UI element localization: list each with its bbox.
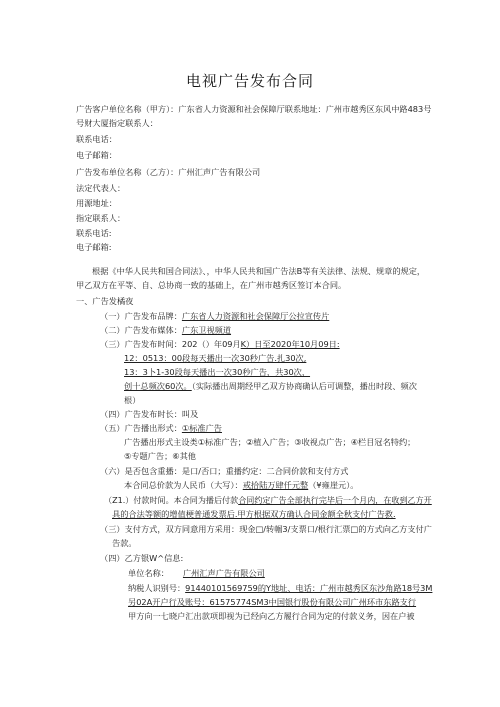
form-value: ①标准广告 <box>181 423 222 433</box>
payment-method-line1: （三）支付方式，双方同意用方采用：现金□/转帼3/支票口/根行汇票□的方式向乙方支付广 <box>100 524 432 534</box>
party-b-address: 用源地址： <box>76 198 117 208</box>
price-suffix: （¥雍崖元）。 <box>308 480 359 490</box>
taxid-line <box>128 583 432 594</box>
contract-title: 电视广告发布合同 <box>185 72 314 90</box>
final-line: 甲方向一七晓户汇出款项即视为已经向乙方履行合同为定的付款义务，因在户被 <box>128 611 415 621</box>
brand-line <box>100 311 329 322</box>
address-value1: 广州市越秀区东沙角路18号3M <box>320 583 433 593</box>
address-value2: 另02A开户行及账号： <box>128 597 210 607</box>
form-options-line1: 广告播出形式主设类①标准广告；②植入广告；③收视点广告；④栏目冠名特约； <box>124 437 416 447</box>
account-value: 61575774SM3中国银行股份有限公司广州环市东路支行 <box>209 597 417 607</box>
price-label: 本合同总价款为人民币（大写）： <box>124 480 243 490</box>
intro-line1: 根据《中华人民共和国合同法》、，中华人民共和国广告法B等有关法律、法规、规章的规定， <box>92 266 426 276</box>
brand-value: 广东省人力资源和社会保障厅公拉宣传片 <box>181 311 330 321</box>
schedule-line2: 13：3卜1-30段每天播出一次30秒广告，共30次， <box>124 367 311 377</box>
payment-time-line <box>104 495 432 506</box>
party-b-contact: 指定联系人： <box>76 213 126 223</box>
payment-time-value2: 具的合法等额的增值梗普通发票后.甲方根据双方确认合同金额全秋支付广告救. <box>112 509 396 519</box>
payment-time-label: （Z1.）付款时间。本合同为播后付款 <box>104 495 239 505</box>
party-a-phone: 联系电话： <box>76 134 117 144</box>
media-label: （二）广告发布媒体： <box>100 325 182 335</box>
payment-method-line2: 告款。 <box>112 538 137 548</box>
total-line <box>124 381 417 392</box>
form-options-line2: ⑤专题广告；⑥其他 <box>124 451 196 461</box>
account-line <box>128 597 416 608</box>
party-b-email: 电子邮箱: <box>76 242 112 252</box>
form-label: （五）广告播出形式： <box>100 423 182 433</box>
rebroadcast-line: （六）是否包含重播：是口/否口；重播约定：二合同价款和支付方式 <box>100 466 349 476</box>
media-line <box>100 325 231 336</box>
media-value: 广东卫视频道 <box>181 325 232 335</box>
taxid-value: 91440101569759的Y地址、电话： <box>185 583 321 593</box>
party-a-email: 电子邮箱： <box>76 150 117 160</box>
party-a-line2: 号财大厦指定联系人： <box>76 118 158 128</box>
time-label: （三）广告发布时间：202（）年09月 <box>100 339 241 349</box>
time-value: K）日至2020年10月09日: <box>240 339 340 349</box>
party-b-name: 广告发布单位名称（乙方）：广州汇声广告有限公司 <box>76 167 261 177</box>
bank-name-line <box>128 568 265 579</box>
time-line <box>100 339 340 350</box>
party-a-line1: 广告客户单位名称（甲方）：广东省人力资源和社会保障厅联系地址：广州市越秀区东风中路483号 <box>76 104 432 114</box>
total-note: （实际播出周期经甲乙双方协商确认后可调整，播出时段、频次 <box>191 381 417 391</box>
bank-name-value: 广州汇声广告有限公司 <box>182 568 265 578</box>
total-value: 创十总频次60次。 <box>124 381 192 391</box>
bank-info-heading: （四）乙方银W^信息: <box>100 553 184 563</box>
brand-label: （一）广告发布品牌： <box>100 311 182 321</box>
schedule-line1: 12：0513：00段每天播出一次30秒广告.扎30次, <box>124 353 307 363</box>
section1-heading: 一、广告发橘夜 <box>76 296 134 306</box>
party-b-phone: 联系电话: <box>76 228 112 238</box>
price-value: 戒拾陆万肆仟元整 <box>242 480 309 490</box>
party-b-rep: 法定代表人： <box>76 183 126 193</box>
payment-time-value1: 合同约定广告全部执行完毕后一个月内，在收到乙方开 <box>238 495 432 505</box>
taxid-label: 纳税人识别号： <box>128 583 186 593</box>
duration-line: （四）广告发布时长：叫及 <box>100 409 199 419</box>
intro-line2: 甲乙双方在平等、自、总协商一致的基础上，在广州市越秀区签订本合同。 <box>76 280 347 290</box>
form-line <box>100 423 222 434</box>
total-note-line2: 根） <box>124 395 141 405</box>
price-line <box>124 480 358 491</box>
bank-name-label: 单位名称： <box>128 568 169 578</box>
